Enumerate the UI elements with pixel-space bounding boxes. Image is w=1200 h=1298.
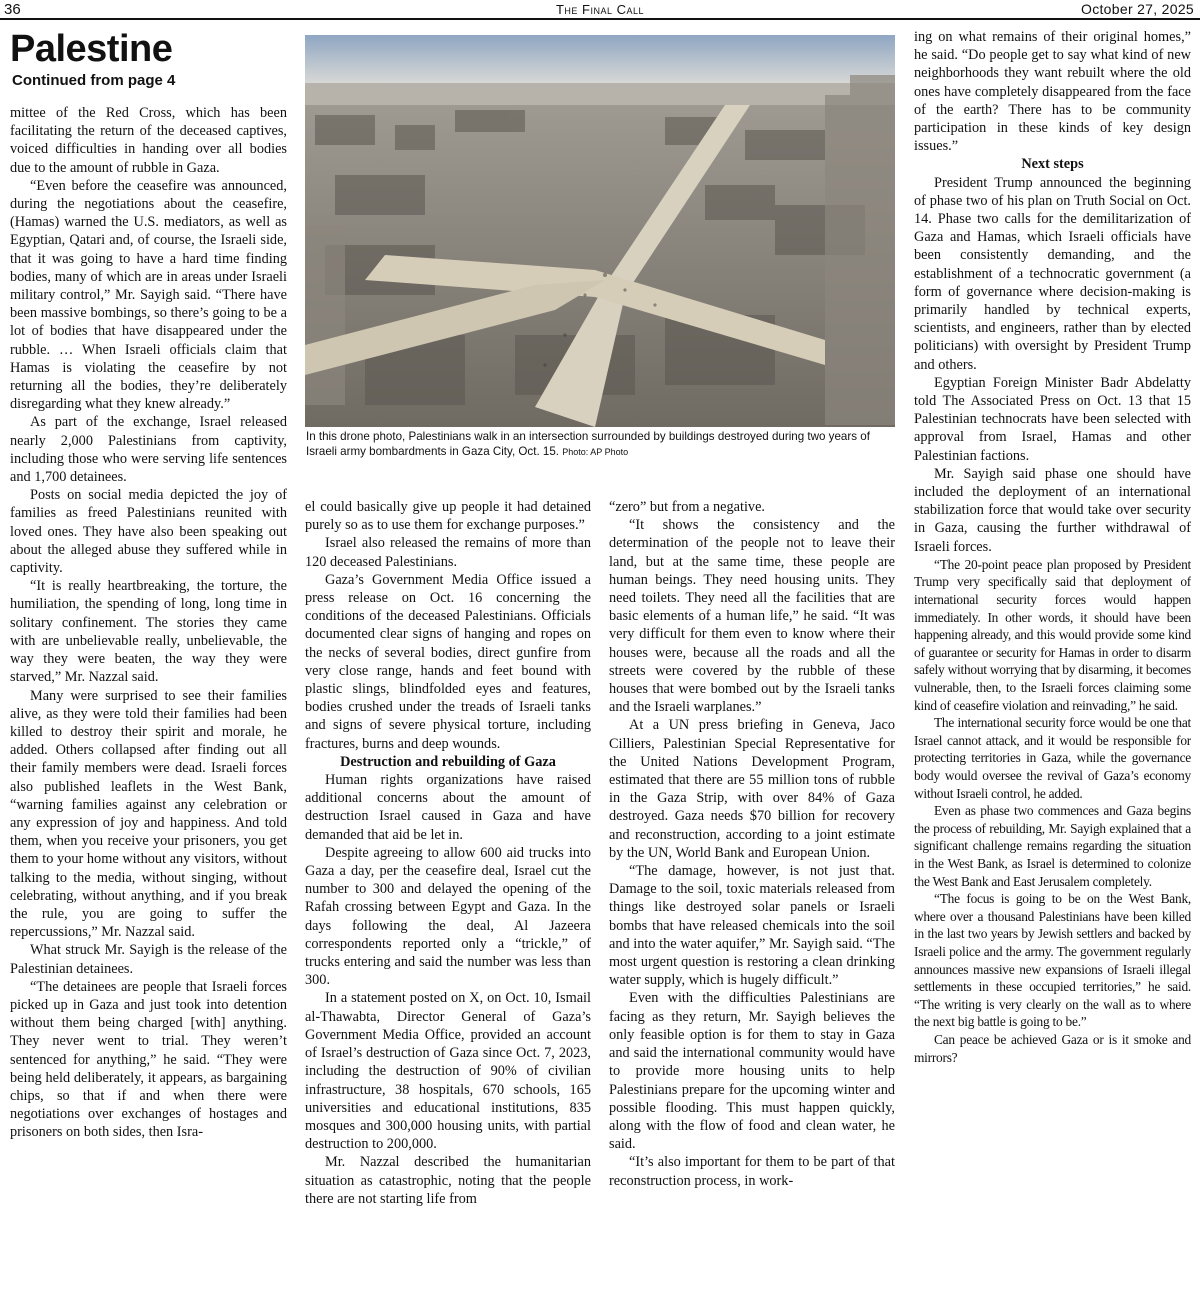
paragraph: As part of the exchange, Israel released nearly 2,000 Palestinians from captivity, including those who were serving life sentences and 1,700 detainees.	[10, 414, 287, 486]
paragraph: What struck Mr. Sayigh is the release of the Palestinian detainees.	[10, 942, 287, 977]
paragraph: mittee of the Red Cross, which has been facilitating the return of the deceased captives, voiced difficulties in handing over all bodies due to the amount of rubble in Gaza.	[10, 105, 287, 176]
article-column-2	[305, 498, 591, 1294]
article-column-4	[914, 28, 1191, 1294]
paragraph: Mr. Nazzal described the humanitarian situation as catastrophic, noting that the people there are not starting life from	[305, 1154, 591, 1207]
article-column-1	[10, 104, 287, 1294]
paragraph: Posts on social media depicted the joy of families as freed Palestinians reunited with loved ones. They have also been speaking out about the alleged abuse they suffered while in captivity.	[10, 487, 287, 577]
paragraph: “The detainees are people that Israeli forces picked up in Gaza and just took into detention without them being charged [with] anything. They never went to trial. They weren’t sentenced for anything,” he said. “They were being held deliberately, it appears, as bargaining chips, so that if and when there were negotiations over exchanges of hostages and prisoners on both sides, then Isra-	[10, 978, 287, 1141]
paragraph: President Trump announced the beginning of phase two of his plan on Truth Social on Oct. 14. Phase two calls for the demilitarization of Gaza and Hamas, which Israeli officials have been consistently demanding, and the establishment of a technocratic government (a form of governance where decision-making is primarily handled by technical experts, scientists, and engineers, rather than by elected politicians) with oversight by President Trump and others.	[914, 174, 1191, 373]
paragraph: Despite agreeing to allow 600 aid trucks into Gaza a day, per the ceasefire deal, Israel cut the number to 300 and delayed the opening of the Rafah crossing between Egypt and Gaza. In the days following the deal, Al Jazeera correspondents reported only a “trickle,” of trucks entering and said the number was less than 300.	[305, 844, 591, 989]
photo-credit: Photo: AP Photo	[562, 447, 629, 457]
subheading-next-steps: Next steps	[1021, 156, 1084, 173]
paragraph: Gaza’s Government Media Office issued a press release on Oct. 16 concerning the conditions of the deceased Palestinians. Officials documented clear signs of hanging and ropes on the necks of several bodies, direct gunfire from very close range, hands and feet bound with plastic slings, blindfolded eyes and features, bodies crushed under the treads of Israeli tanks and signs of severe physical torture, including fractures, burns and deep wounds.	[305, 571, 591, 752]
paragraph: Egyptian Foreign Minister Badr Abdelatty told The Associated Press on Oct. 13 that 15 Palestinian technocrats have been selected with approval from Israel, Hamas and other Palestinian factions.	[914, 374, 1191, 464]
paragraph: In a statement posted on X, on Oct. 10, Ismail al-Thawabta, Director General of Gaza’s Government Media Office, provided an account of Israel’s destruction of Gaza since Oct. 7, 2023, including the destruction of 90% of civilian infrastructure, 38 hospitals, 670 schools, 165 universities and educational institutions, 835 mosques and 300,000 housing units, with partial destruction to 200,000.	[305, 990, 591, 1153]
paragraph: “The 20-point peace plan proposed by President Trump very specifically said that deployment of international security forces would happen immediately. In other words, it should have been happening already, and this would provide some kind of guarantee or security for Hamas in order to disarm safely without worrying that by disarming, it becomes vulnerable, then, to the Israeli forces claiming some kind of ceasefire violation and reinvading,” he said.	[914, 556, 1191, 713]
paragraph: “The damage, however, is not just that. Damage to the soil, toxic materials released from things like destroyed solar panels or Israeli bombs that have released chemicals into the soil and into the water aquifer,” Mr. Sayigh said. “The most urgent question is restoring a clean drinking water supply, which is hugely difficult.”	[609, 863, 895, 989]
section-title: Palestine	[10, 28, 173, 70]
issue-date: October 27, 2025	[1081, 1, 1194, 17]
paragraph: Israel also released the remains of more than 120 deceased Palestinians.	[305, 535, 591, 570]
page-number: 36	[4, 1, 21, 18]
condensed-text-block	[914, 556, 1191, 1066]
paragraph: “It’s also important for them to be part of that reconstruction process, in work-	[609, 1154, 895, 1189]
paragraph: “Even before the ceasefire was announced, during the negotiations about the ceasefire, (Hamas) warned the U.S. mediators, as well as Egyptian, Qatari and, of course, the Israeli side, that it was going to have a hard time finding bodies, many of which are in areas under Israeli military control,” Mr. Sayigh said. “There have been massive bombings, so there’s going to be a lot of bodies that have disappeared under the rubble. … When Israeli officials claim that Hamas is violating the ceasefire by not returning all the bodies, they’re deliberately disregarding what they knew already.”	[10, 177, 287, 413]
caption-text: In this drone photo, Palestinians walk in an intersection surrounded by buildings destroyed during two years of Israeli army bombardments in Gaza City, Oct. 15.	[306, 430, 870, 458]
subheading-destruction: Destruction and rebuilding of Gaza	[340, 753, 556, 770]
paragraph: “zero” but from a negative.	[609, 499, 765, 515]
paragraph: Many were surprised to see their families alive, as they were told their families had been killed to destroy their spirit and morale, he added. Others collapsed after finding out all their family members were dead. Israeli forces also published leaflets in the West Bank, “warning families against any celebration or any expression of joy and happiness. And told them, when you receive your prisoners, you get them to your home without any visitors, without talking to the media, without singing, without celebrating, without anything, and if you break the rule, you are going to suffer the repercussions,” Mr. Nazzal said.	[10, 687, 287, 941]
masthead: The Final Call	[555, 2, 645, 17]
page-header	[0, 0, 1200, 20]
article-column-3	[609, 498, 895, 1294]
paragraph: Human rights organizations have raised additional concerns about the amount of destruction Israel caused in Gaza and have demanded that aid be let in.	[305, 772, 591, 843]
paragraph: “It is really heartbreaking, the torture, the humiliation, the spending of long, long time in solitary confinement. The stories they came with are unbelievable really, unbelievable, the way they were beaten, the way they were starved,” Mr. Nazzal said.	[10, 578, 287, 686]
continued-from-label: Continued from page 4	[12, 72, 176, 89]
paragraph: “The focus is going to be on the West Bank, where over a thousand Palestinians have been killed in the last two years by Jewish settlers and backed by Israeli police and the army. The government regularly announces massive new expansions of Israeli illegal settlements in these occupied territories,” he said. “The writing is very clearly on the wall as to where the next big battle is going to be.”	[914, 891, 1191, 1030]
paragraph: “It shows the consistency and the determination of the people not to leave their land, but at the same time, these people are human beings. They need housing units. They need toilets. They need all the facilities that are basic elements of a human life,” he said. “It was very difficult for them even to know where their houses were, because all the roads and all the streets were covered by the rubble of these houses that were bombed out by the Israeli tanks and the Israeli warplanes.”	[609, 517, 895, 716]
paragraph: Even as phase two commences and Gaza begins the process of rebuilding, Mr. Sayigh explained that a significant challenge remains regarding the situation in the West Bank, as Israel is determined to colonize the West Bank and East Jerusalem completely.	[914, 803, 1191, 889]
paragraph: Even with the difficulties Palestinians are facing as they return, Mr. Sayigh believes the only feasible option is for them to stay in Gaza and said the international community would have to provide more housing units to help Palestinians prepare for the upcoming winter and possible flooding. This must happen quickly, along with the flow of food and clean water, he said.	[609, 990, 895, 1153]
paragraph: The international security force would be one that Israel cannot attack, and it would be responsible for protecting territories in Gaza, while the governance body would oversee the revival of Gaza’s economy without Israeli control, he added.	[914, 715, 1191, 801]
paragraph: ing on what remains of their original homes,” he said. “Do people get to say what kind of new neighborhoods they want rebuilt where the old ones have completely disappeared from the face of the earth? There has to be community participation in these kinds of key design issues.”	[914, 29, 1191, 155]
drone-photo-gaza	[305, 35, 895, 427]
paragraph: At a UN press briefing in Geneva, Jaco Cilliers, Palestinian Special Representative for the United Nations Development Program, estimated that there are 55 million tons of rubble in the Gaza Strip, with over 84% of Gaza destroyed. Gaza needs $70 billion for recovery and reconstruction, according to a joint estimate by the UN, World Bank and European Union.	[609, 717, 895, 861]
drone-photo-illustration	[305, 35, 895, 427]
paragraph: el could basically give up people it had detained purely so as to use them for exchange purposes.”	[305, 499, 591, 534]
photo-caption	[306, 429, 896, 460]
paragraph: Mr. Sayigh said phase one should have included the deployment of an international stabilization force that would take over security in Gaza, causing the further withdrawal of Israeli forces.	[914, 465, 1191, 555]
paragraph: Can peace be achieved Gaza or is it smoke and mirrors?	[914, 1031, 1191, 1065]
